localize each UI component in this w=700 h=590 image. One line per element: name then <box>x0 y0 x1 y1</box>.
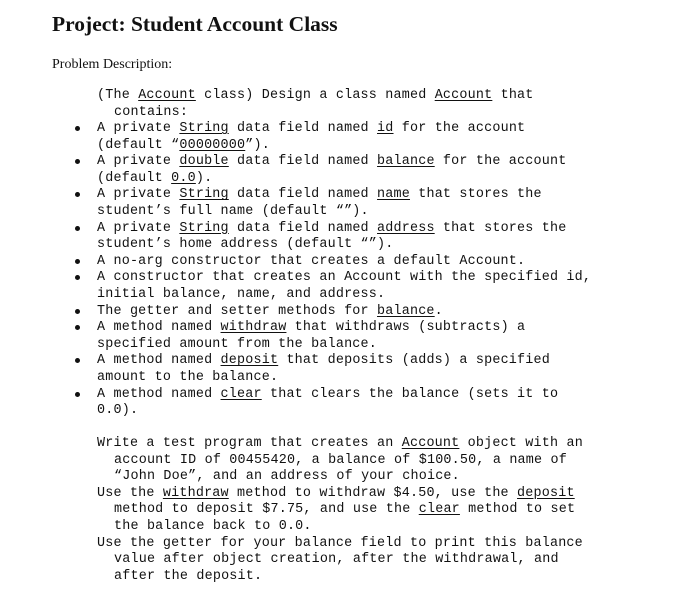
list-item: A method named clear that clears the balance (sets it to 0.0). <box>97 387 657 420</box>
bullet-icon <box>75 259 80 264</box>
bullet-icon <box>75 325 80 330</box>
test-paragraph-2: Use the withdraw method to withdraw $4.50, use the deposit method to deposit $7.75, and use the clear method to set the balance back to 0.0. <box>97 485 576 534</box>
intro-paragraph <box>97 88 534 121</box>
bullet-icon <box>75 126 80 131</box>
bullet-icon <box>75 358 80 363</box>
bullet-icon <box>75 275 80 280</box>
account-term: Account <box>434 88 493 103</box>
list-item: A constructor that creates an Account with the specified id, initial balance, name, and address. <box>97 270 657 303</box>
intro-line-2: contains: <box>114 104 189 120</box>
bullet-icon <box>75 309 80 314</box>
list-item: A private double data field named balance for the account (default 0.0). <box>97 154 657 187</box>
list-item: A no-arg constructor that creates a default Account. <box>97 254 657 271</box>
intro-line-1: (The Account class) Design a class named Account that <box>97 88 534 103</box>
list-item: A private String data field named address that stores the student’s home address (default “”). <box>97 221 657 254</box>
bullet-icon <box>75 226 80 231</box>
problem-description-heading: Problem Description: <box>52 57 173 72</box>
list-item: A private String data field named id for the account (default “00000000”). <box>97 121 657 154</box>
bullet-icon <box>75 392 80 397</box>
list-item: A private String data field named name that stores the student’s full name (default “”). <box>97 187 657 220</box>
list-item: A method named deposit that deposits (adds) a specified amount to the balance. <box>97 353 657 386</box>
list-item: A method named withdraw that withdraws (subtracts) a specified amount from the balance. <box>97 320 657 353</box>
test-paragraph-3: Use the getter for your balance field to print this balance value after object creation, after the withdrawal, and after the deposit. <box>97 535 583 584</box>
requirements-list <box>97 121 657 420</box>
list-item: The getter and setter methods for balance. <box>97 304 657 321</box>
test-paragraph-1: Write a test program that creates an Account object with an account ID of 00455420, a balance of $100.50, a name of “John Doe”, and an address of your choice. <box>97 436 583 485</box>
bullet-icon <box>75 192 80 197</box>
test-program-instructions <box>97 436 583 585</box>
account-term: Account <box>138 88 196 103</box>
page-title: Project: Student Account Class <box>52 12 338 36</box>
bullet-icon <box>75 159 80 164</box>
